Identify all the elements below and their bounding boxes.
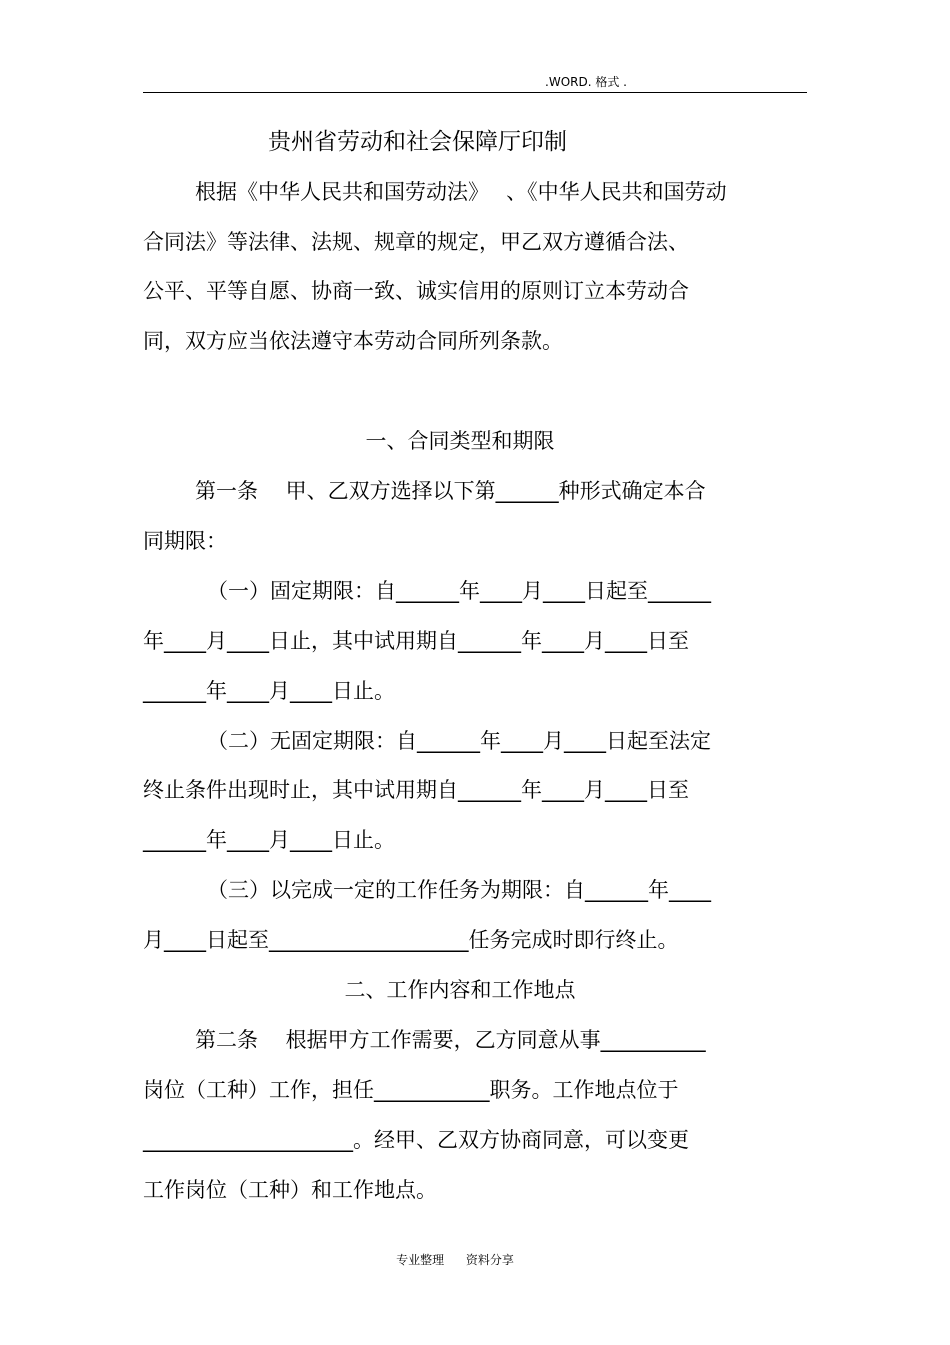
item-3-line: 月____日起至___________________任务完成时即行终止。: [143, 928, 679, 952]
article-1-line: 同期限：: [143, 529, 227, 553]
document-title: 贵州省劳动和社会保障厅印制: [268, 129, 567, 155]
item-1-line: ______年____月____日止。: [143, 679, 395, 703]
item-2-line: （二）无固定期限：自______年____月____日起至法定: [207, 729, 711, 753]
article-2-line: ____________________。经甲、乙双方协商同意，可以变更: [143, 1128, 689, 1152]
article-1-line: 第一条 甲、乙双方选择以下第______种形式确定本合: [195, 479, 706, 503]
header-divider: [143, 92, 807, 93]
item-2-line: 终止条件出现时止，其中试用期自______年____月____日至: [143, 778, 689, 802]
section-heading-2: 二、工作内容和工作地点: [344, 978, 576, 1002]
item-2-line: ______年____月____日止。: [143, 828, 395, 852]
preamble-line: 合同法》等法律、法规、规章的规定，甲乙双方遵循合法、: [143, 230, 689, 254]
footer-left-text: 专业整理: [396, 1253, 445, 1267]
page-header: .WORD. 格式 .: [545, 75, 627, 89]
item-1-line: （一）固定期限：自______年____月____日起至______: [207, 579, 711, 603]
article-2-line: 第二条 根据甲方工作需要，乙方同意从事__________: [195, 1028, 706, 1052]
preamble-line: 根据《中华人民共和国劳动法》 、《中华人民共和国劳动: [195, 180, 727, 204]
footer-right-text: 资料分享: [465, 1253, 514, 1267]
page-footer: [143, 1251, 807, 1268]
article-2-line: 岗位（工种）工作，担任___________职务。工作地点位于: [143, 1078, 679, 1102]
item-1-line: 年____月____日止，其中试用期自______年____月____日至: [143, 629, 689, 653]
preamble-line: 同，双方应当依法遵守本劳动合同所列条款。: [143, 329, 563, 353]
section-heading-1: 一、合同类型和期限: [365, 429, 555, 453]
item-3-line: （三）以完成一定的工作任务为期限：自______年____: [207, 878, 711, 902]
article-2-line: 工作岗位（工种）和工作地点。: [143, 1178, 437, 1202]
preamble-line: 公平、平等自愿、协商一致、诚实信用的原则订立本劳动合: [143, 279, 689, 303]
